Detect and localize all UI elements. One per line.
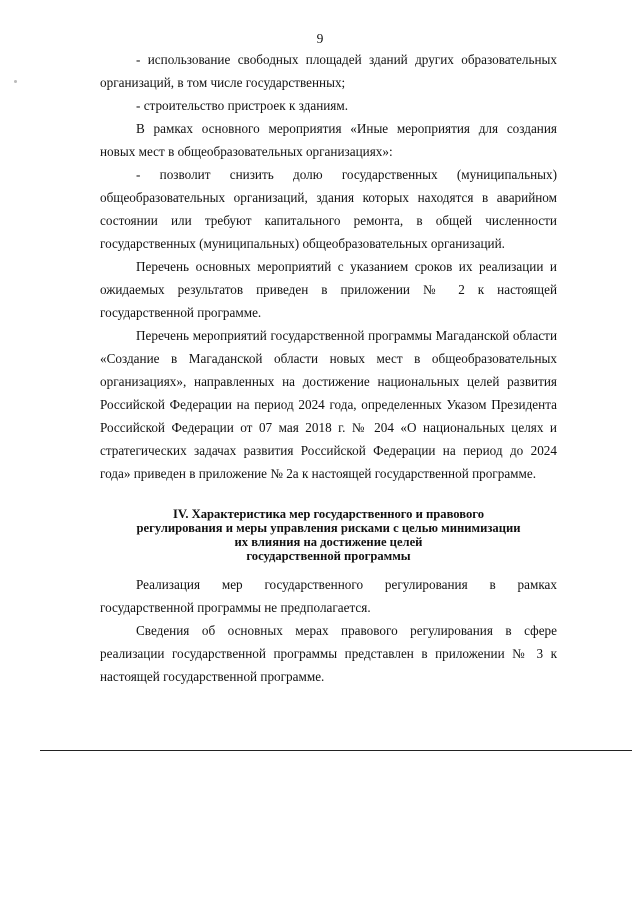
section-heading-line-3: их влияния на достижение целей [234, 535, 423, 549]
section-heading-line-1: IV. Характеристика мер государственного и правового [172, 507, 485, 521]
section-heading-line-4: государственной программы [246, 549, 411, 563]
section-heading [100, 507, 557, 563]
scan-artifact [14, 80, 17, 83]
document-body [100, 48, 557, 688]
section-heading-line-2: регулирования и меры управления рисками с целью минимизации [136, 521, 521, 535]
paragraph-main-measures-list: Перечень основных мероприятий с указанием сроков их реализации и ожидаемых результатов приведен в приложении № 2 к настоящей государственной программе. [100, 259, 557, 320]
paragraph-bullet-extensions: - строительство пристроек к зданиям. [136, 98, 349, 113]
paragraph-other-measures: В рамках основного мероприятия «Иные мероприятия для создания новых мест в общеобразовательных организациях»: [100, 121, 557, 159]
paragraph-legal-regulation: Сведения об основных мерах правового регулирования в сфере реализации государственной программы представлен в приложении № 3 к настоящей государственной программе. [100, 623, 557, 684]
page-number: 9 [316, 31, 324, 46]
paragraph-bullet-free-space: - использование свободных площадей зданий других образовательных организаций, в том числе государственных; [100, 52, 557, 90]
page-bottom-rule [40, 750, 632, 751]
paragraph-bullet-reduce-share: - позволит снизить долю государственных (муниципальных) общеобразовательных организаций, здания которых находятся в аварийном состоянии или требуют капитального ремонта, в общей численности государственных (муниципальных) общеобразовательных организаций. [100, 167, 557, 251]
paragraph-state-regulation: Реализация мер государственного регулирования в рамках государственной программы не предполагается. [100, 577, 557, 615]
paragraph-national-goals: Перечень мероприятий государственной программы Магаданской области «Создание в Магаданской области новых мест в общеобразовательных организациях», направленных на достижение национальных целей развития Российской Федерации на период 2024 года, определенных Указом Президента Российской Федерации от 07 мая 2018 г. № 204 «О национальных целях и стратегических задачах развития Российской Федерации на период до 2024 года» приведен в приложение № 2а к настоящей государственной программе. [100, 328, 557, 481]
